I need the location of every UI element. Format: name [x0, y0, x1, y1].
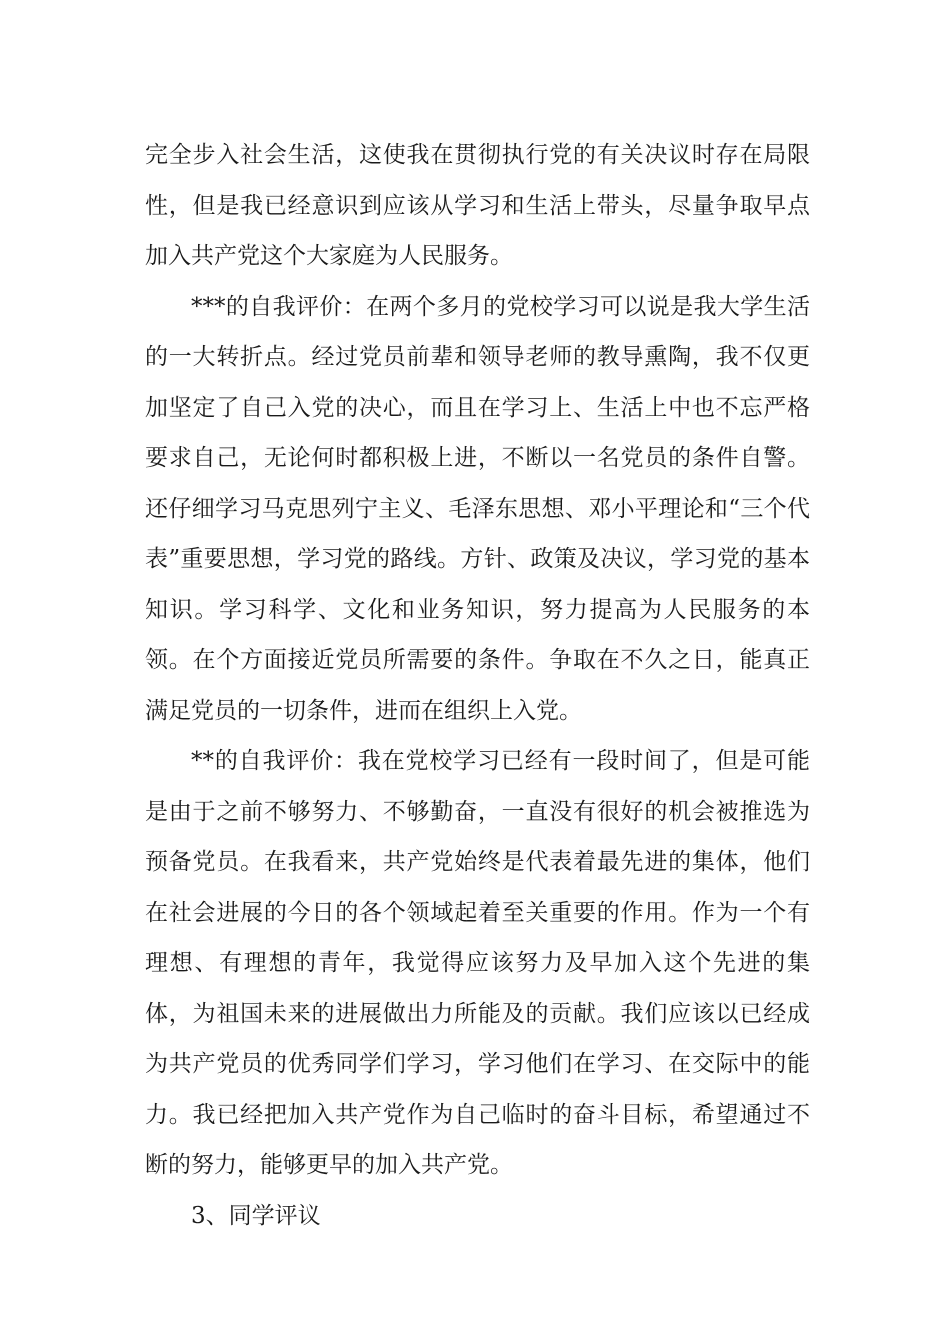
paragraph-self-evaluation-2: **的自我评价：我在党校学习已经有一段时间了，但是可能是由于之前不够努力、不够勤奋，一直没有很好的机会被推选为预备党员。在我看来，共产党始终是代表着最先进的集体，他们在社会进展的今日的各个领域起着至关重要的作用。作为一个有理想、有理想的青年，我觉得应该努力及早加入这个先进的集体，为祖国未来的进展做出力所能及的贡献。我们应该以已经成为共产党员的优秀同学们学习，学习他们在学习、在交际中的能力。我已经把加入共产党作为自己临时的奋斗目标，希望通过不断的努力，能够更早的加入共产党。: [145, 748, 810, 1178]
document-body: [145, 130, 810, 1241]
paragraph-self-evaluation-1: ***的自我评价：在两个多月的党校学习可以说是我大学生活的一大转折点。经过党员前辈和领导老师的教导熏陶，我不仅更加坚定了自己入党的决心，而且在学习上、生活上中也不忘严格要求自己，无论何时都积极上进，不断以一名党员的条件自警。还仔细学习马克思列宁主义、毛泽东思想、邓小平理论和“三个代表”重要思想，学习党的路线。方针、政策及决议，学习党的基本知识。学习科学、文化和业务知识，努力提高为人民服务的本领。在个方面接近党员所需要的条件。争取在不久之日，能真正满足党员的一切条件，进而在组织上入党。: [145, 293, 810, 724]
section-heading: 3、同学评议: [191, 1202, 321, 1229]
paragraph-continuation: 完全步入社会生活，这使我在贯彻执行党的有关决议时存在局限性，但是我已经意识到应该从学习和生活上带头，尽量争取早点加入共产党这个大家庭为人民服务。: [145, 142, 810, 269]
